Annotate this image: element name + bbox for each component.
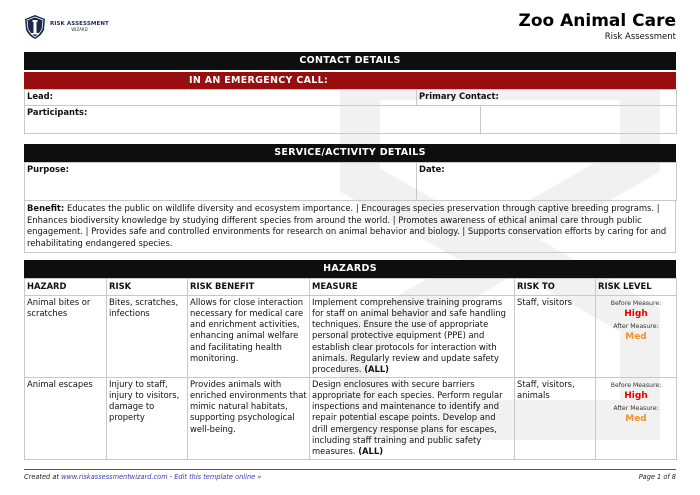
primary-contact-cell[interactable] [417, 90, 677, 106]
risk-level-after: Med [625, 413, 647, 424]
lead-label: Lead: [27, 91, 54, 101]
measure-tag: (ALL) [364, 364, 390, 375]
hazards-section [24, 260, 676, 460]
before-measure-label: Before Measure: [610, 381, 662, 389]
column-header-risk: RISK [107, 279, 188, 296]
logo [24, 14, 109, 40]
after-measure-label: After Measure: [613, 322, 659, 330]
measure-text: Implement comprehensive training programs for staff on animal behavior and safe handling techniques. Ensure the use of appropriate personal protective equipment (PPE) and establish clear protocols for interaction with animals. Regularly review and update safety procedures. [312, 296, 506, 375]
risk-level-before: High [624, 390, 648, 401]
risk-to-cell: Staff, visitors, animals [515, 377, 596, 459]
column-header-risk-benefit: RISK BENEFIT [188, 279, 310, 296]
risk-level-cell [596, 377, 677, 459]
hazards-header: HAZARDS [24, 260, 676, 278]
risk-level-before: High [624, 308, 648, 319]
risk-level-after: Med [625, 331, 647, 342]
risk-level-cell [596, 295, 677, 377]
contact-table [24, 89, 677, 134]
column-header-risk-to: RISK TO [515, 279, 596, 296]
risk-benefit-cell: Provides animals with enriched environments that mimic natural habitats, supporting psychological well-being. [188, 377, 310, 459]
contact-details-header: CONTACT DETAILS [24, 52, 676, 70]
table-row [25, 295, 677, 377]
logo-text-secondary: WIZARD [71, 27, 88, 33]
document-subtitle: Risk Assessment [604, 32, 676, 42]
shield-lighthouse-icon [24, 14, 46, 40]
date-cell[interactable] [417, 163, 677, 201]
purpose-cell[interactable] [25, 163, 417, 201]
document-title: Zoo Animal Care [518, 11, 676, 31]
participants-label: Participants: [27, 107, 88, 117]
hazard-cell: Animal escapes [25, 377, 107, 459]
benefit-label: Benefit: [27, 203, 65, 213]
risk-to-cell: Staff, visitors [515, 295, 596, 377]
service-table [24, 162, 677, 201]
benefit-text: Educates the public on wildlife diversity and ecosystem importance. | Encourages species preservation through captive breeding programs. | Enhances biodiversity knowledge by studying different species from around the world. | Promotes awareness of ethical animal care through public engagement. | Provides safe and controlled environments for research on animal behavior and biology. | Supports conservation efforts by caring for and rehabilitating endangered species. [27, 203, 667, 248]
before-measure-label: Before Measure: [610, 299, 662, 307]
risk-benefit-cell: Allows for close interaction necessary for medical care and enrichment activities, enhancing animal welfare and facilitating health monitoring. [188, 295, 310, 377]
page-header [24, 10, 676, 44]
participants-cell[interactable] [25, 106, 481, 134]
measure-tag: (ALL) [358, 446, 384, 457]
emergency-call-label: IN AN EMERGENCY CALL: [189, 75, 329, 86]
lead-cell[interactable] [25, 90, 417, 106]
hazard-cell: Animal bites or scratches [25, 295, 107, 377]
measure-cell [310, 377, 515, 459]
table-row [25, 377, 677, 459]
column-header-measure: MEASURE [310, 279, 515, 296]
benefit-block [24, 201, 676, 253]
page-number: Page 1 of 8 [638, 473, 676, 481]
purpose-label: Purpose: [27, 164, 69, 174]
page-footer [24, 469, 676, 481]
emergency-call-bar [24, 70, 676, 89]
measure-cell [310, 295, 515, 377]
contact-details-section [24, 52, 676, 134]
column-header-hazard: HAZARD [25, 279, 107, 296]
date-label: Date: [419, 164, 445, 174]
participants-extra-cell[interactable] [481, 106, 677, 134]
service-details-section [24, 144, 676, 253]
column-header-risk-level: RISK LEVEL [596, 279, 677, 296]
measure-text: Design enclosures with secure barriers appropriate for each species. Perform regular inspections and maintenance to identify and repair potential escape points. Develop and drill emergency response plans for escapes, including staff training and public safety measures. [312, 378, 503, 457]
service-details-header: SERVICE/ACTIVITY DETAILS [24, 144, 676, 162]
risk-cell: Bites, scratches, infections [107, 295, 188, 377]
logo-text-primary: RISK ASSESSMENT [50, 20, 109, 27]
footer-created-prefix: Created at [24, 473, 59, 481]
after-measure-label: After Measure: [613, 404, 659, 412]
hazards-table-header-row [25, 279, 677, 296]
site-link[interactable]: www.riskassessmentwizard.com [61, 473, 168, 481]
edit-template-link[interactable]: - Edit this template online » [169, 473, 262, 481]
primary-contact-label: Primary Contact: [419, 91, 499, 101]
hazards-table [24, 278, 677, 460]
risk-cell: Injury to staff, injury to visitors, damage to property [107, 377, 188, 459]
